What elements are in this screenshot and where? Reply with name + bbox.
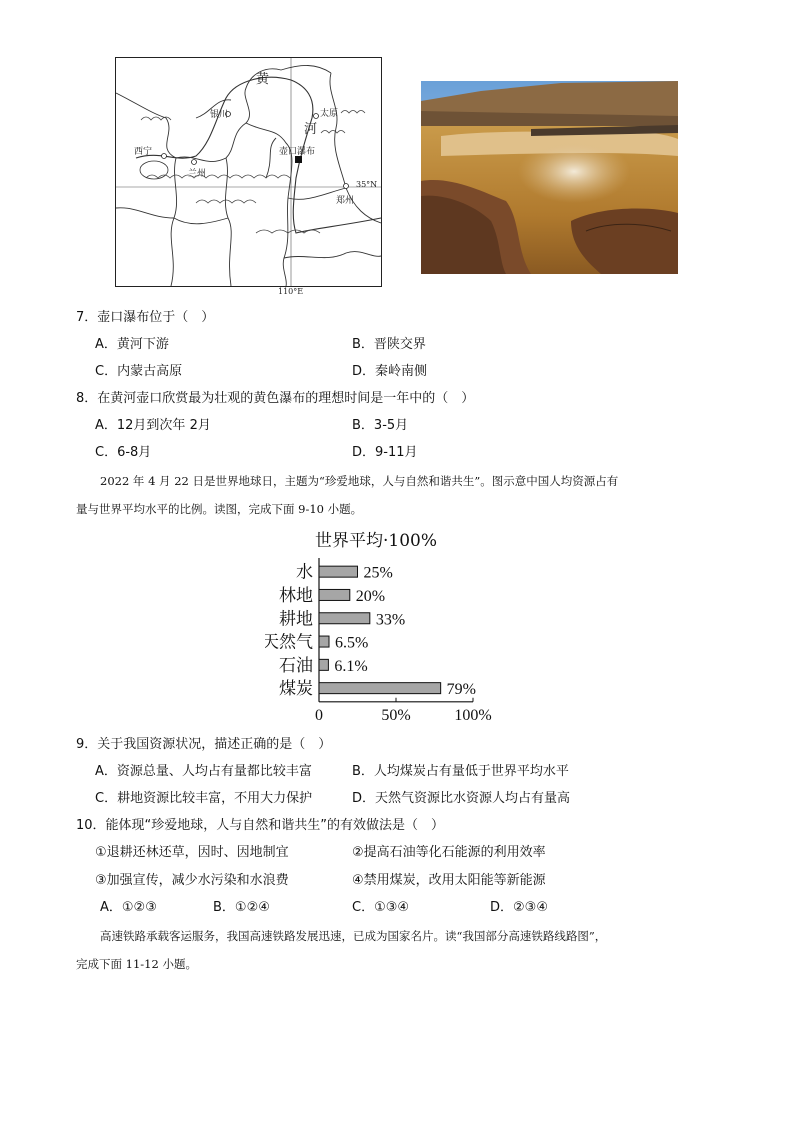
resource-bar-chart <box>265 528 565 728</box>
map-lines <box>116 58 381 286</box>
q10-item-3: ③加强宣传，减少水污染和水浪费 <box>95 873 289 888</box>
chart-bar <box>319 566 358 577</box>
city-label-zhengzhou: 郑州 <box>336 196 355 206</box>
intro-9-10-line2: 量与世界平均水平的比例。读图，完成下面 9-10 小题。 <box>76 502 363 516</box>
q9-option-b[interactable]: B．人均煤炭占有量低于世界平均水平 <box>352 764 569 779</box>
q10-option-b[interactable]: B．①②④ <box>213 900 270 915</box>
waterfall-photo <box>421 81 678 274</box>
chart-title: 世界平均·100% <box>315 531 438 551</box>
chart-x-tick-label: 100% <box>454 706 492 724</box>
q10-item-1: ①退耕还林还草，因时、因地制宜 <box>95 845 289 860</box>
yellow-river-map <box>115 57 382 287</box>
intro-9-10-line1: 2022 年 4 月 22 日是世界地球日，主题为“珍爱地球，人与自然和谐共生”。图示意中国人均资源占有 <box>100 474 619 488</box>
city-label-lanzhou: 兰州 <box>188 169 207 179</box>
q7-option-c[interactable]: C．内蒙古高原 <box>95 364 183 379</box>
question-7-stem: 7．壶口瀑布位于（ ） <box>76 310 215 325</box>
chart-value-label: 6.5% <box>335 634 369 652</box>
chart-category-label: 水 <box>296 562 313 583</box>
chart-x-tick-label: 0 <box>315 706 323 724</box>
resource-chart <box>265 528 565 728</box>
chart-value-label: 79% <box>446 681 476 699</box>
q10-option-c[interactable]: C．①③④ <box>352 900 410 915</box>
q10-item-4: ④禁用煤炭，改用太阳能等新能源 <box>352 873 546 888</box>
q9-option-c[interactable]: C．耕地资源比较丰富，不用大力保护 <box>95 791 313 806</box>
chart-bar <box>319 683 441 694</box>
waterfall-photo-art <box>421 81 678 274</box>
river-label-1: 黄 <box>256 72 270 87</box>
place-label-hukou: 壶口瀑布 <box>279 147 316 157</box>
q8-option-c[interactable]: C．6-8月 <box>95 445 152 460</box>
qinghai-lake <box>140 161 168 179</box>
q8-option-b[interactable]: B．3-5月 <box>352 418 409 433</box>
q10-item-2: ②提高石油等化石能源的利用效率 <box>352 845 546 860</box>
chart-category-label: 煤炭 <box>279 679 313 700</box>
hukou-marker <box>295 156 302 163</box>
q9-option-a[interactable]: A．资源总量、人均占有量都比较丰富 <box>95 764 312 779</box>
q7-option-a[interactable]: A．黄河下游 <box>95 337 169 352</box>
lat-label: 35°N <box>356 180 378 189</box>
q7-option-b[interactable]: B．晋陕交界 <box>352 337 426 352</box>
q8-option-a[interactable]: A．12月到次年 2月 <box>95 418 211 433</box>
q7-option-d[interactable]: D．秦岭南侧 <box>352 364 428 379</box>
river-label-2: 河 <box>304 122 318 137</box>
chart-value-label: 25% <box>363 564 393 582</box>
chart-bar <box>319 589 350 600</box>
chart-category-label: 石油 <box>279 655 313 676</box>
intro-11-12-line1: 高速铁路承载客运服务，我国高速铁路发展迅速，已成为国家名片。读“我国部分高速铁路线路图”， <box>100 929 607 943</box>
chart-category-label: 天然气 <box>265 632 313 653</box>
q8-option-d[interactable]: D．9-11月 <box>352 445 418 460</box>
chart-bar <box>319 636 329 647</box>
intro-11-12-line2: 完成下面 11-12 小题。 <box>76 957 197 971</box>
city-label-yinchuan: 银川 <box>210 110 229 120</box>
q9-option-d[interactable]: D．天然气资源比水资源人均占有量高 <box>352 791 571 806</box>
city-label-xining: 西宁 <box>134 147 153 157</box>
yellow-river-course <box>136 77 381 233</box>
question-10-stem: 10．能体现“珍爱地球，人与自然和谐共生”的有效做法是（ ） <box>76 818 445 833</box>
chart-x-tick-label: 50% <box>381 706 411 724</box>
chart-category-label: 耕地 <box>279 609 313 630</box>
q10-option-a[interactable]: A．①②③ <box>100 900 157 915</box>
chart-category-label: 林地 <box>279 585 313 606</box>
q10-option-d[interactable]: D．②③④ <box>490 900 548 915</box>
chart-value-label: 20% <box>355 587 386 605</box>
question-9-stem: 9．关于我国资源状况，描述正确的是（ ） <box>76 737 332 752</box>
chart-bar <box>319 613 370 624</box>
lon-label: 110°E <box>278 287 304 296</box>
question-8-stem: 8．在黄河壶口欣赏最为壮观的黄色瀑布的理想时间是一年中的（ ） <box>76 391 475 406</box>
city-label-taiyuan: 太原 <box>320 109 339 119</box>
chart-value-label: 33% <box>375 611 406 629</box>
chart-value-label: 6.1% <box>334 657 368 675</box>
chart-bar <box>319 659 328 670</box>
